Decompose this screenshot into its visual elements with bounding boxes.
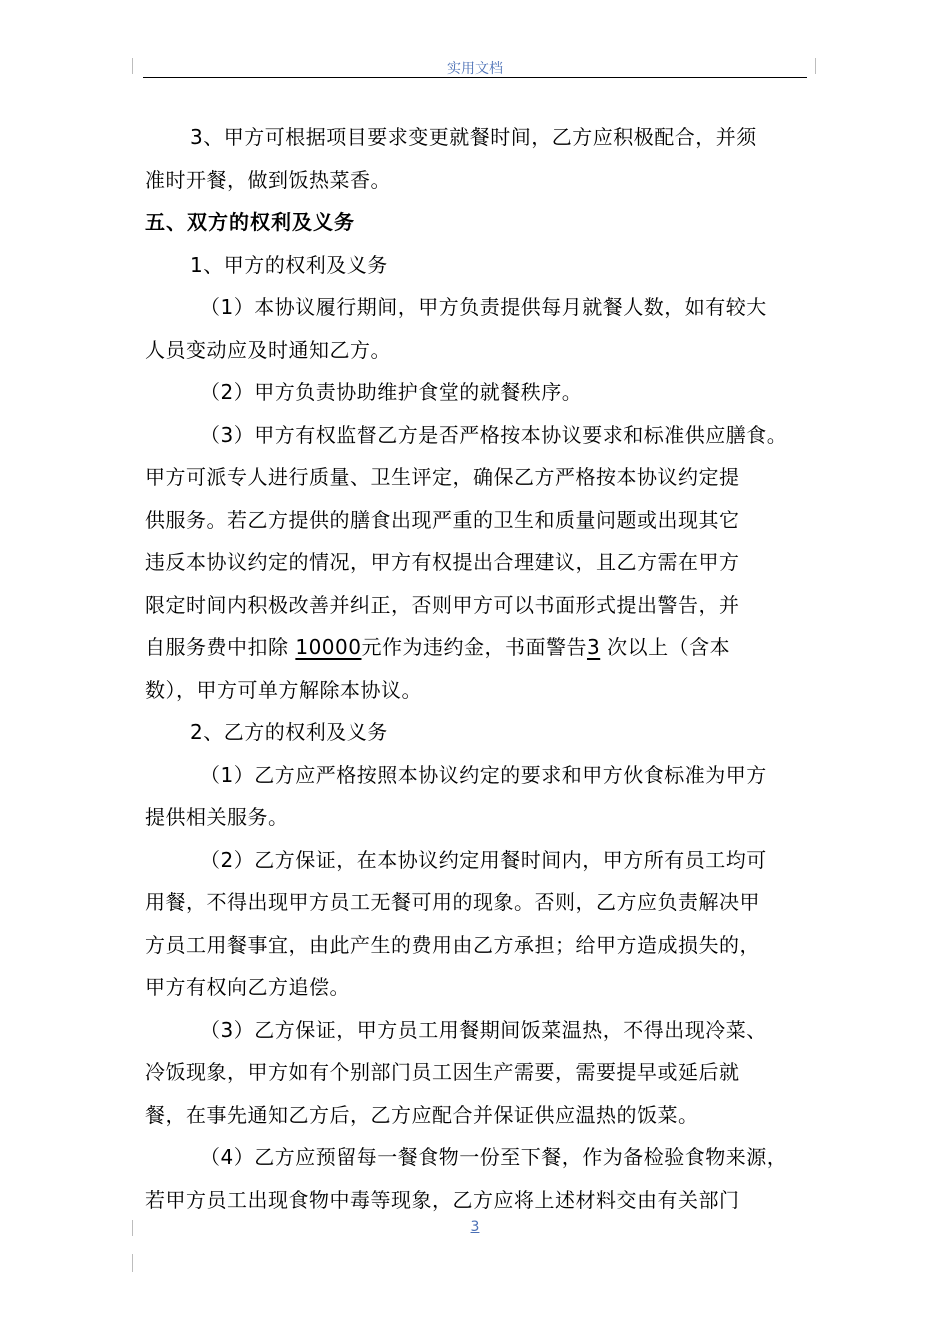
clause-a3-line5: 限定时间内积极改善并纠正，否则甲方可以书面形式提出警告，并 xyxy=(145,592,740,617)
clause-b4-line1: （4）乙方应预留每一餐食物一份至下餐，作为备检验食物来源， xyxy=(200,1145,788,1169)
clause-b1-line2: 提供相关服务。 xyxy=(145,805,289,829)
page-number: 3 xyxy=(470,1219,480,1235)
clause-b2-line3: 方员工用餐事宜，由此产生的费用由乙方承担；给甲方造成损失的， xyxy=(145,932,760,957)
section-heading-rights-obligations: 五、双方的权利及义务 xyxy=(145,210,355,234)
clause-b4-line2: 若甲方员工出现食物中毒等现象，乙方应将上述材料交由有关部门 xyxy=(145,1187,740,1212)
clause-a3-line2: 甲方可派专人进行质量、卫生评定，确保乙方严格按本协议约定提 xyxy=(145,465,740,489)
corner-crop-mark-bottom-left-lower xyxy=(132,1254,133,1272)
running-header-title: 实用文档 xyxy=(447,61,503,77)
clause-b2-line4: 甲方有权向乙方追偿。 xyxy=(145,975,350,999)
clause-b1-line1: （1）乙方应严格按照本协议约定的要求和甲方伙食标准为甲方 xyxy=(200,762,767,787)
subheading-party-a-rights: 1、甲方的权利及义务 xyxy=(190,252,388,277)
corner-crop-mark-top-right xyxy=(815,58,816,74)
clause-a1-line1: （1）本协议履行期间，甲方负责提供每月就餐人数，如有较大 xyxy=(200,295,767,319)
clause-b3-line2: 冷饭现象，甲方如有个别部门员工因生产需要，需要提早或延后就 xyxy=(145,1060,740,1084)
clause-a3-line6-text-b: 元作为违约金，书面警告 xyxy=(361,635,587,659)
clause-a3-line6-text-a: 自服务费中扣除 xyxy=(145,635,289,659)
clause-a3-line7: 数），甲方可单方解除本协议。 xyxy=(145,677,422,702)
clause-a2-line1: （2）甲方负责协助维护食堂的就餐秩序。 xyxy=(200,380,583,404)
warning-count: 3 xyxy=(586,635,601,659)
clause-b3-line1: （3）乙方保证，甲方员工用餐期间饭菜温热，不得出现冷菜、 xyxy=(200,1017,767,1042)
clause-a3-line6-text-c: 次以上（含本 xyxy=(607,635,731,659)
paragraph-meal-time-change-line2: 准时开餐，做到饭热菜香。 xyxy=(145,167,391,192)
clause-a3-line4: 违反本协议约定的情况，甲方有权提出合理建议，且乙方需在甲方 xyxy=(145,550,740,574)
clause-a3-line6 xyxy=(145,626,817,669)
clause-b3-line3: 餐，在事先通知乙方后，乙方应配合并保证供应温热的饭菜。 xyxy=(145,1102,699,1127)
clause-a1-line2: 人员变动应及时通知乙方。 xyxy=(145,337,391,362)
document-body xyxy=(145,116,817,1221)
clause-a3-line1: （3）甲方有权监督乙方是否严格按本协议要求和标准供应膳食。 xyxy=(200,422,788,447)
subheading-party-b-rights: 2、乙方的权利及义务 xyxy=(190,720,388,744)
clause-b2-line2: 用餐，不得出现甲方员工无餐可用的现象。否则，乙方应负责解决甲 xyxy=(145,890,760,914)
paragraph-meal-time-change-line1: 3、甲方可根据项目要求变更就餐时间，乙方应积极配合，并须 xyxy=(190,125,757,149)
corner-crop-mark-top-left xyxy=(132,58,133,74)
header-divider xyxy=(143,77,807,78)
clause-b2-line1: （2）乙方保证，在本协议约定用餐时间内，甲方所有员工均可 xyxy=(200,847,767,872)
clause-a3-line3: 供服务。若乙方提供的膳食出现严重的卫生和质量问题或出现其它 xyxy=(145,507,740,532)
penalty-amount: 10000 xyxy=(295,635,362,659)
